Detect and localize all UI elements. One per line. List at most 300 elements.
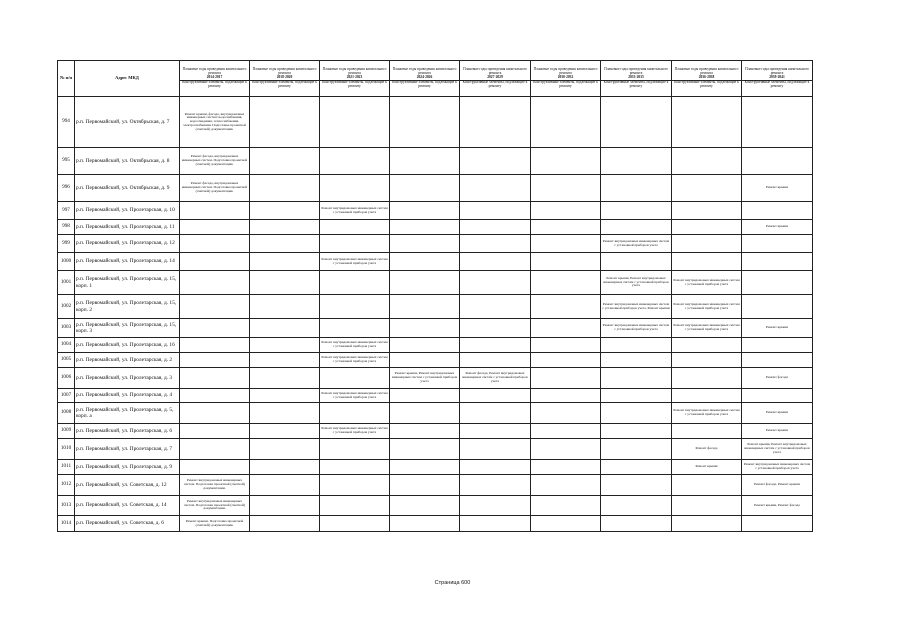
work-cell	[460, 353, 531, 368]
row-number: 1004	[58, 338, 75, 353]
work-cell	[320, 353, 390, 368]
work-cell	[601, 475, 672, 496]
work-cell	[250, 496, 320, 516]
row-address: р.п. Первомайский, ул. Пролетарская, д. 6	[75, 424, 180, 439]
work-cell	[601, 295, 672, 319]
work-cell	[601, 235, 672, 253]
table-row	[58, 496, 813, 516]
work-cell	[460, 368, 531, 389]
row-number: 1005	[58, 353, 75, 368]
work-cell	[250, 403, 320, 424]
work-cell	[250, 460, 320, 475]
work-cell	[742, 202, 813, 220]
period-title: Плановые годы проведения капитального ремонта	[533, 67, 598, 76]
work-cell	[390, 516, 460, 532]
work-cell	[390, 202, 460, 220]
work-text: Ремонт крыши, фасада, внутридомовых инженерных систем: водоснабжения, водоотведения, теплоснабжения, электроснабжения. Подготовка проектной (сметной) документации.	[183, 111, 246, 131]
work-cell	[250, 148, 320, 175]
table-row	[58, 475, 813, 496]
work-cell	[742, 220, 813, 235]
work-cell	[390, 496, 460, 516]
period-subheader: Конструктивные элементы, подлежащие к ремонту	[180, 80, 249, 89]
work-cell	[531, 271, 601, 295]
work-text: Ремонт внутридомовых инженерных систем с установкой приборов учета	[321, 205, 388, 214]
table-row	[58, 368, 813, 389]
row-address: р.п. Первомайский, ул. Пролетарская, д. 10	[75, 202, 180, 220]
work-cell	[601, 424, 672, 439]
work-cell	[531, 220, 601, 235]
work-cell	[460, 338, 531, 353]
work-cell	[742, 148, 813, 175]
work-cell	[531, 295, 601, 319]
work-cell	[180, 235, 250, 253]
period-years: 2039-2041	[769, 74, 785, 79]
row-address: р.п. Первомайский, ул. Пролетарская, д. 15, корп. 3	[75, 319, 180, 338]
work-cell	[390, 389, 460, 403]
work-cell	[672, 353, 742, 368]
work-cell	[742, 319, 813, 338]
period-title: Плановые годы проведения капитального ремонта	[252, 67, 317, 76]
address-header: Адрес МКД	[75, 61, 180, 97]
work-text: Ремонт внутридомовых инженерных систем с установкой приборов учета, Ремонт крыши	[602, 301, 670, 310]
work-text: Ремонт внутридомовых инженерных систем с установкой приборов учета	[673, 323, 740, 331]
work-cell	[531, 253, 601, 271]
table-row	[58, 97, 813, 148]
work-cell	[742, 295, 813, 319]
work-cell	[180, 175, 250, 202]
work-cell	[601, 460, 672, 475]
period-header	[320, 61, 390, 97]
work-cell	[672, 439, 742, 460]
table-row	[58, 220, 813, 235]
table-row	[58, 403, 813, 424]
work-text: Ремонт внутридомовых инженерных систем с установкой приборов учета	[673, 301, 740, 310]
work-cell	[460, 516, 531, 532]
work-cell	[180, 295, 250, 319]
row-number: 1011	[58, 460, 75, 475]
row-address: р.п. Первомайский, ул. Пролетарская, д. 4	[75, 389, 180, 403]
work-cell	[320, 253, 390, 271]
work-cell	[742, 439, 813, 460]
work-cell	[180, 148, 250, 175]
work-cell	[672, 175, 742, 202]
work-cell	[320, 319, 390, 338]
table-row	[58, 319, 813, 338]
work-cell	[531, 403, 601, 424]
work-cell	[601, 368, 672, 389]
period-subheader: Конструктивные элементы, подлежащие к ремонту	[250, 80, 319, 89]
work-cell	[531, 235, 601, 253]
work-cell	[531, 368, 601, 389]
row-number: 1008	[58, 403, 75, 424]
work-cell	[180, 202, 250, 220]
period-years: 2033-2035	[628, 74, 644, 79]
work-cell	[460, 475, 531, 496]
period-title: Плановые годы проведения капитального ремонта	[674, 67, 739, 76]
work-cell	[180, 475, 250, 496]
work-text: Ремонт крыши. Подготовка проектной (сметной) документации.	[185, 518, 244, 527]
row-address: р.п. Первомайский, ул. Октябрьская, д. 9	[75, 175, 180, 202]
work-cell	[742, 496, 813, 516]
work-cell	[180, 338, 250, 353]
work-cell	[742, 175, 813, 202]
work-cell	[601, 496, 672, 516]
work-cell	[601, 175, 672, 202]
work-text: Ремонт крыши	[765, 428, 789, 433]
work-cell	[320, 97, 390, 148]
period-years: 2030-2032	[557, 74, 574, 79]
period-years: 2018-2020	[276, 74, 293, 79]
work-cell	[531, 202, 601, 220]
row-number: 1013	[58, 496, 75, 516]
work-text: Ремонт крыши	[765, 185, 789, 190]
period-header	[601, 61, 672, 97]
work-cell	[672, 235, 742, 253]
period-header	[672, 61, 742, 97]
table-row	[58, 202, 813, 220]
work-cell	[742, 271, 813, 295]
work-cell	[531, 424, 601, 439]
row-number: 1003	[58, 319, 75, 338]
work-cell	[180, 460, 250, 475]
table-row	[58, 353, 813, 368]
work-cell	[180, 368, 250, 389]
work-text: Ремонт фасада, внутридомовых инженерных систем. Подготовка проектной (сметной) документации.	[181, 154, 248, 166]
work-text: Ремонт крыши, Ремонт внутридомовых инженерных систем с установкой приборов учета	[744, 442, 810, 454]
work-cell	[390, 271, 460, 295]
work-text: Ремонт фасада, внутридомовых инженерных систем. Подготовка проектной (сметной) документации.	[181, 181, 248, 193]
work-text: Ремонт внутридомовых инженерных систем с установкой приборов учета	[321, 426, 388, 434]
work-cell	[601, 202, 672, 220]
work-text: Ремонт крыши, Ремонт внутридомовых инженерных систем с установкой приборов учета	[391, 371, 458, 383]
table-row	[58, 235, 813, 253]
work-cell	[320, 496, 390, 516]
table-row	[58, 460, 813, 475]
work-text: Ремонт внутридомовых инженерных систем с установкой приборов учета	[673, 277, 740, 286]
work-cell	[460, 319, 531, 338]
row-number: 998	[58, 220, 75, 235]
work-cell	[531, 175, 601, 202]
work-cell	[672, 496, 742, 516]
work-cell	[180, 403, 250, 424]
row-address: р.п. Первомайский, ул. Пролетарская, д. 3	[75, 368, 180, 389]
work-cell	[180, 271, 250, 295]
work-cell	[180, 319, 250, 338]
work-cell	[250, 253, 320, 271]
row-address: р.п. Первомайский, ул. Пролетарская, д. 11	[75, 220, 180, 235]
row-number: 1012	[58, 475, 75, 496]
work-cell	[180, 97, 250, 148]
row-number: 1001	[58, 271, 75, 295]
work-cell	[250, 175, 320, 202]
work-cell	[320, 148, 390, 175]
period-title: Плановые годы проведения капитального ремонта	[745, 67, 809, 76]
work-text: Ремонт крыши	[765, 325, 789, 330]
table-row	[58, 175, 813, 202]
work-cell	[601, 338, 672, 353]
work-cell	[320, 403, 390, 424]
period-title: Плановые годы проведения капитального ремонта	[463, 67, 527, 76]
table-row	[58, 424, 813, 439]
period-title: Плановые годы проведения капитального ремонта	[604, 67, 668, 76]
row-address: р.п. Первомайский, ул. Пролетарская, д. 7	[75, 439, 180, 460]
work-cell	[250, 295, 320, 319]
work-text: Ремонт фасада	[695, 446, 718, 451]
num-header: № п/п	[58, 61, 75, 97]
period-subheader: Конструктивные элементы, подлежащие к ремонту	[742, 80, 812, 89]
work-cell	[742, 403, 813, 424]
work-cell	[742, 516, 813, 532]
work-cell	[601, 220, 672, 235]
work-cell	[601, 319, 672, 338]
work-cell	[180, 496, 250, 516]
row-address: р.п. Первомайский, ул. Советская, д. 12	[75, 475, 180, 496]
work-cell	[742, 97, 813, 148]
row-number: 999	[58, 235, 75, 253]
work-cell	[390, 175, 460, 202]
work-cell	[390, 295, 460, 319]
work-text: Ремонт внутридомовых инженерных систем с установкой приборов учета	[602, 238, 670, 247]
work-cell	[531, 460, 601, 475]
work-cell	[320, 235, 390, 253]
work-cell	[672, 295, 742, 319]
work-text: Ремонт крыши	[765, 410, 789, 415]
work-cell	[601, 403, 672, 424]
work-cell	[390, 475, 460, 496]
row-address: р.п. Первомайский, ул. Пролетарская, д. 12	[75, 235, 180, 253]
capital-repair-table	[57, 60, 813, 532]
row-number: 1002	[58, 295, 75, 319]
work-cell	[390, 148, 460, 175]
period-subheader: Конструктивные элементы, подлежащие к ремонту	[390, 80, 459, 89]
work-text: Ремонт фасада, Ремонт внутридомовых инженерных систем с установкой приборов учета	[462, 371, 528, 383]
row-address: р.п. Первомайский, ул. Советская, д. 14	[75, 496, 180, 516]
work-cell	[460, 253, 531, 271]
work-text: Ремонт крыши	[695, 464, 718, 469]
work-cell	[320, 271, 390, 295]
work-cell	[460, 175, 531, 202]
work-cell	[531, 496, 601, 516]
work-cell	[531, 389, 601, 403]
work-cell	[742, 424, 813, 439]
period-header	[390, 61, 460, 97]
table-row	[58, 439, 813, 460]
work-cell	[390, 460, 460, 475]
work-cell	[390, 368, 460, 389]
work-cell	[672, 460, 742, 475]
work-cell	[320, 368, 390, 389]
work-cell	[742, 368, 813, 389]
work-cell	[742, 338, 813, 353]
row-number: 995	[58, 148, 75, 175]
work-cell	[672, 368, 742, 389]
work-cell	[460, 295, 531, 319]
work-cell	[250, 220, 320, 235]
work-cell	[460, 235, 531, 253]
work-cell	[320, 439, 390, 460]
period-header	[742, 61, 813, 97]
row-number: 1014	[58, 516, 75, 532]
table-row	[58, 253, 813, 271]
work-text: Ремонт крыши	[765, 224, 789, 229]
work-cell	[250, 368, 320, 389]
work-cell	[742, 389, 813, 403]
work-cell	[460, 439, 531, 460]
work-cell	[390, 353, 460, 368]
work-text: Ремонт внутридомовых инженерных систем. Подготовка проектной (сметной) документации.	[183, 478, 246, 490]
work-cell	[672, 202, 742, 220]
work-cell	[601, 97, 672, 148]
work-text: Ремонт внутридомовых инженерных систем с установкой приборов учета	[321, 256, 388, 265]
period-title: Плановые годы проведения капитального ремонта	[392, 67, 457, 76]
work-cell	[601, 516, 672, 532]
work-cell	[531, 439, 601, 460]
work-cell	[180, 353, 250, 368]
row-number: 1007	[58, 389, 75, 403]
work-cell	[320, 202, 390, 220]
table-header-row	[58, 61, 813, 97]
period-years: 2027-2029	[487, 74, 503, 79]
work-cell	[320, 516, 390, 532]
work-cell	[250, 271, 320, 295]
work-cell	[672, 271, 742, 295]
work-text: Ремонт крыши, Ремонт внутридомовых инженерных систем с установкой приборов учета	[603, 275, 669, 288]
table-row	[58, 295, 813, 319]
work-cell	[320, 475, 390, 496]
work-cell	[531, 97, 601, 148]
work-cell	[320, 389, 390, 403]
work-cell	[742, 460, 813, 475]
work-cell	[320, 295, 390, 319]
work-cell	[531, 148, 601, 175]
table-row	[58, 516, 813, 532]
work-cell	[250, 338, 320, 353]
work-text: Ремонт фасада	[765, 375, 788, 380]
row-address: р.п. Первомайский, ул. Пролетарская, д. 14	[75, 253, 180, 271]
table-row	[58, 148, 813, 175]
work-cell	[320, 175, 390, 202]
period-years: 2021-2023	[346, 74, 363, 79]
work-cell	[531, 338, 601, 353]
work-cell	[390, 97, 460, 148]
work-cell	[672, 220, 742, 235]
work-cell	[390, 319, 460, 338]
row-address: р.п. Первомайский, ул. Октябрьская, д. 7	[75, 97, 180, 148]
period-years: 2036-2038	[698, 74, 715, 79]
work-cell	[250, 353, 320, 368]
work-cell	[250, 319, 320, 338]
work-cell	[320, 220, 390, 235]
work-cell	[460, 148, 531, 175]
work-text: Ремонт внутридомовых инженерных систем с установкой приборов учета	[321, 355, 388, 363]
period-subheader: Конструктивные элементы, подлежащие к ремонту	[460, 80, 530, 89]
work-cell	[390, 220, 460, 235]
table-row	[58, 271, 813, 295]
table-row	[58, 389, 813, 403]
work-cell	[742, 253, 813, 271]
period-header	[531, 61, 601, 97]
work-cell	[320, 338, 390, 353]
work-text: Ремонт внутридомовых инженерных систем с установкой приборов учета	[321, 390, 388, 399]
work-cell	[672, 253, 742, 271]
work-cell	[672, 319, 742, 338]
work-cell	[531, 516, 601, 532]
work-cell	[250, 235, 320, 253]
row-address: р.п. Первомайский, ул. Пролетарская, д. 15, корп. 2	[75, 295, 180, 319]
work-text: Ремонт внутридомовых инженерных систем с установкой приборов учета	[673, 408, 740, 416]
period-subheader: Конструктивные элементы, подлежащие к ремонту	[531, 80, 600, 89]
period-title: Плановые годы проведения капитального ремонта	[182, 67, 247, 76]
period-subheader: Конструктивные элементы, подлежащие к ремонту	[672, 80, 741, 89]
table-body	[58, 97, 813, 532]
work-cell	[250, 475, 320, 496]
work-cell	[601, 439, 672, 460]
row-address: р.п. Первомайский, ул. Пролетарская, д. 5, корп. а	[75, 403, 180, 424]
work-cell	[390, 403, 460, 424]
work-cell	[180, 516, 250, 532]
work-cell	[390, 235, 460, 253]
work-cell	[460, 202, 531, 220]
work-text: Ремонт крыши, Ремонт фасада	[754, 502, 800, 507]
work-cell	[672, 338, 742, 353]
work-cell	[250, 97, 320, 148]
work-cell	[180, 220, 250, 235]
work-cell	[250, 202, 320, 220]
work-cell	[460, 389, 531, 403]
work-cell	[672, 475, 742, 496]
work-cell	[742, 475, 813, 496]
work-cell	[180, 389, 250, 403]
work-cell	[390, 424, 460, 439]
row-address: р.п. Первомайский, ул. Пролетарская, д. 16	[75, 338, 180, 353]
work-cell	[250, 516, 320, 532]
work-cell	[672, 97, 742, 148]
work-cell	[460, 271, 531, 295]
period-header	[250, 61, 320, 97]
work-cell	[742, 235, 813, 253]
period-header	[460, 61, 531, 97]
work-cell	[250, 439, 320, 460]
work-cell	[601, 148, 672, 175]
row-number: 1010	[58, 439, 75, 460]
work-text: Ремонт внутридомовых инженерных систем с установкой приборов учета	[743, 462, 811, 470]
period-years: 2024-2026	[416, 74, 433, 79]
work-cell	[320, 424, 390, 439]
row-address: р.п. Первомайский, ул. Октябрьская, д. 8	[75, 148, 180, 175]
work-cell	[601, 271, 672, 295]
work-cell	[672, 516, 742, 532]
row-address: р.п. Первомайский, ул. Пролетарская, д. 9	[75, 460, 180, 475]
work-cell	[672, 403, 742, 424]
work-text: Ремонт внутридомовых инженерных систем с установкой приборов учета	[321, 340, 388, 348]
work-text: Ремонт фасада, Ремонт крыши	[754, 482, 800, 487]
work-cell	[390, 253, 460, 271]
work-text: Ремонт внутридомовых инженерных систем. Подготовка проектной (сметной) документации.	[183, 498, 246, 511]
work-cell	[320, 460, 390, 475]
row-number: 1006	[58, 368, 75, 389]
work-cell	[390, 439, 460, 460]
work-cell	[531, 475, 601, 496]
page-number: Страница 600	[434, 580, 471, 586]
work-cell	[180, 424, 250, 439]
work-cell	[742, 353, 813, 368]
work-cell	[460, 403, 531, 424]
table-row	[58, 338, 813, 353]
work-cell	[531, 353, 601, 368]
work-cell	[460, 424, 531, 439]
row-number: 996	[58, 175, 75, 202]
work-cell	[601, 389, 672, 403]
